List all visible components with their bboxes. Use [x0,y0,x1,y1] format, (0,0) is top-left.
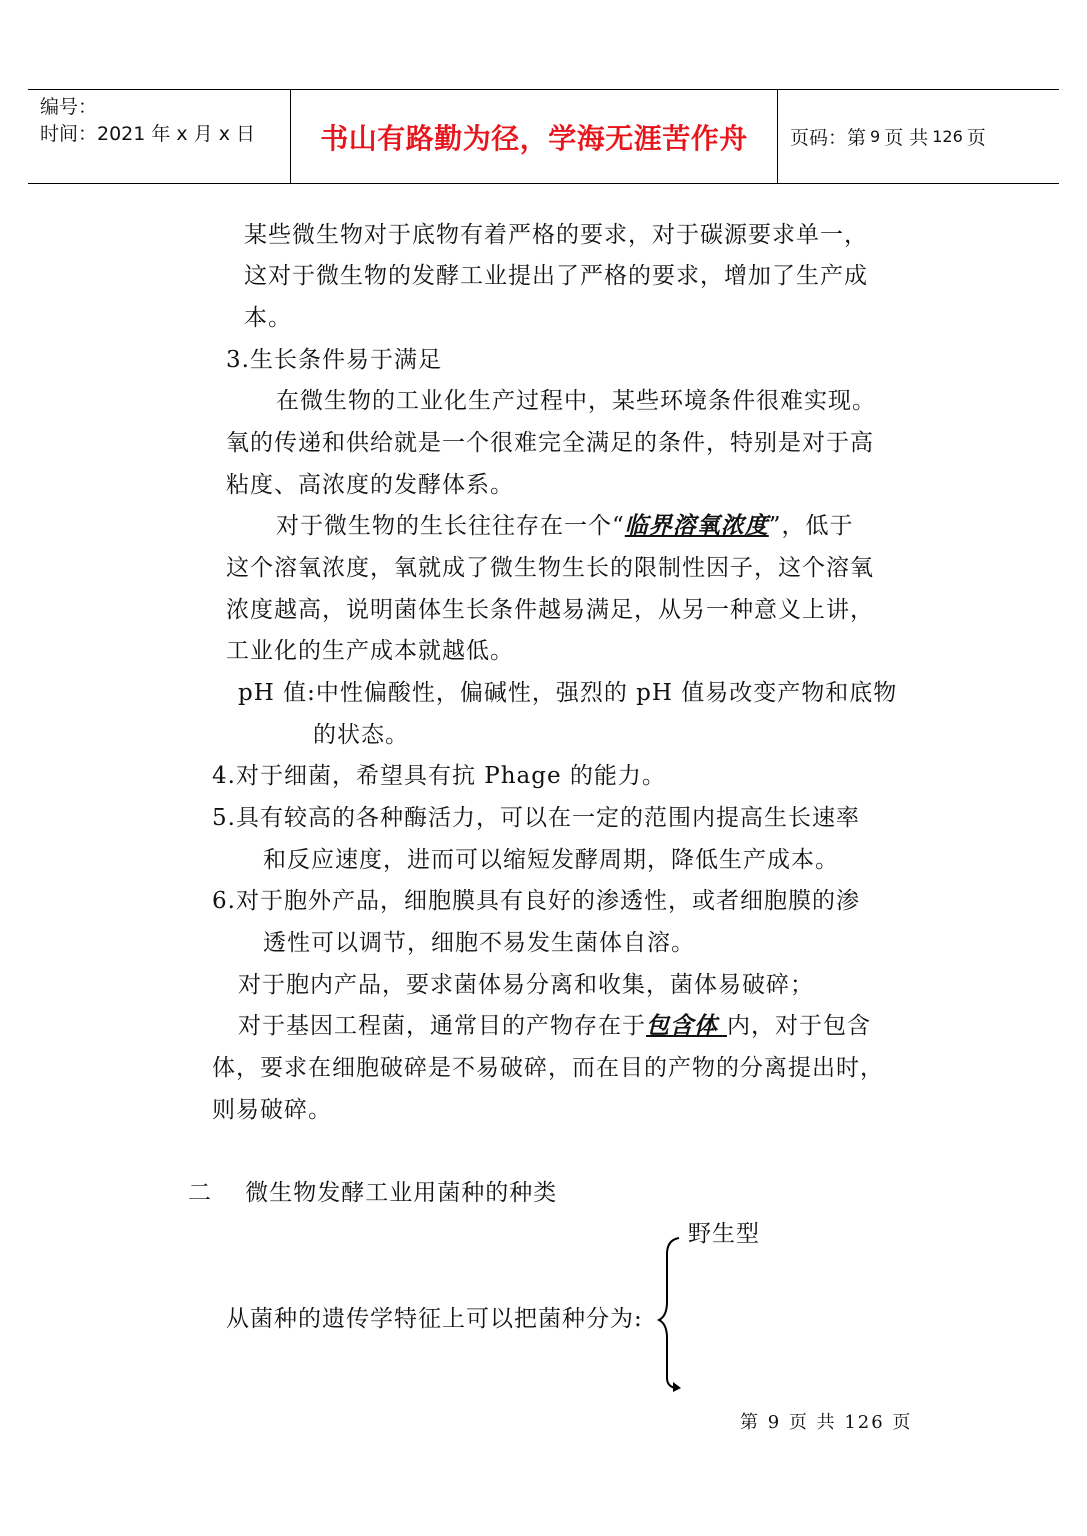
para-line: 某些微生物对于底物有着严格的要求，对于碳源要求单一， [244,222,868,248]
para-line [238,1011,871,1041]
para-line: 体，要求在细胞破碎是不易破碎，而在目的产物的分离提出时， [212,1055,884,1081]
para-line: 工业化的生产成本就越低。 [226,638,514,664]
page-suffix: 页 [966,127,986,149]
header-divider [777,90,778,183]
list-item: 4.对于细菌，希望具有抗 Phage 的能力。 [212,763,666,789]
header-page-info [790,90,986,183]
key-term: 临界溶氧浓度 [624,512,769,539]
para-line: 这个溶氧浓度，氧就成了微生物生长的限制性因子，这个溶氧 [226,555,874,581]
para-line: 对于胞内产品，要求菌体易分离和收集，菌体易破碎； [238,972,814,998]
header-meta [40,94,255,148]
curly-brace-icon [655,1232,685,1394]
para-line: 浓度越高，说明菌体生长条件越易满足，从另一种意义上讲， [226,597,874,623]
text-run: 内，对于包含 [727,1013,872,1039]
classification-text: 从菌种的遗传学特征上可以把菌种分为: [226,1306,643,1332]
para-line: 本。 [244,305,292,331]
subheading: 3.生长条件易于满足 [226,347,442,373]
para-line: 这对于微生物的发酵工业提出了严格的要求，增加了生产成 [244,263,868,289]
page-footer: 第 9 页 共 126 页 [740,1412,913,1433]
list-item: 5.具有较高的各种酶活力，可以在一定的范围内提高生长速率 [212,805,860,831]
key-term: 包含体 [646,1012,728,1039]
para-line: 在微生物的工业化生产过程中，某些环境条件很难实现。 [276,388,876,414]
para-line: 则易破碎。 [212,1097,332,1123]
text-run: 对于基因工程菌，通常目的产物存在于 [238,1013,646,1039]
header-table [28,89,1059,184]
number-label: 编号： [40,96,98,118]
para-line: pH 值:中性偏酸性，偏碱性，强烈的 pH 值易改变产物和底物 [238,680,898,706]
text-run: 对于微生物的生长往往存在一个“ [276,513,625,539]
list-item-cont: 透性可以调节，细胞不易发生菌体自溶。 [263,930,695,956]
para-line: 的状态。 [313,722,409,748]
time-label: 时间：2021 年 x 月 x 日 [40,123,256,145]
section-heading: 二 微生物发酵工业用菌种的种类 [188,1180,558,1206]
page-number: 9 [870,127,881,146]
list-item: 6.对于胞外产品，细胞膜具有良好的渗透性，或者细胞膜的渗 [212,888,860,914]
header-motto: 书山有路勤为径，学海无涯苦作舟 [320,121,748,155]
para-line: 粘度、高浓度的发酵体系。 [226,472,514,498]
page-prefix: 页码：第 [790,127,867,149]
list-item-cont: 和反应速度，进而可以缩短发酵周期，降低生产成本。 [263,847,839,873]
page-total: 126 [932,127,963,146]
text-run: ”，低于 [768,513,854,539]
para-line [276,511,854,541]
para-line: 氧的传递和供给就是一个很难完全满足的条件，特别是对于高 [226,430,874,456]
brace-label-top: 野生型 [688,1221,760,1247]
page-mid: 页 共 [884,127,929,149]
